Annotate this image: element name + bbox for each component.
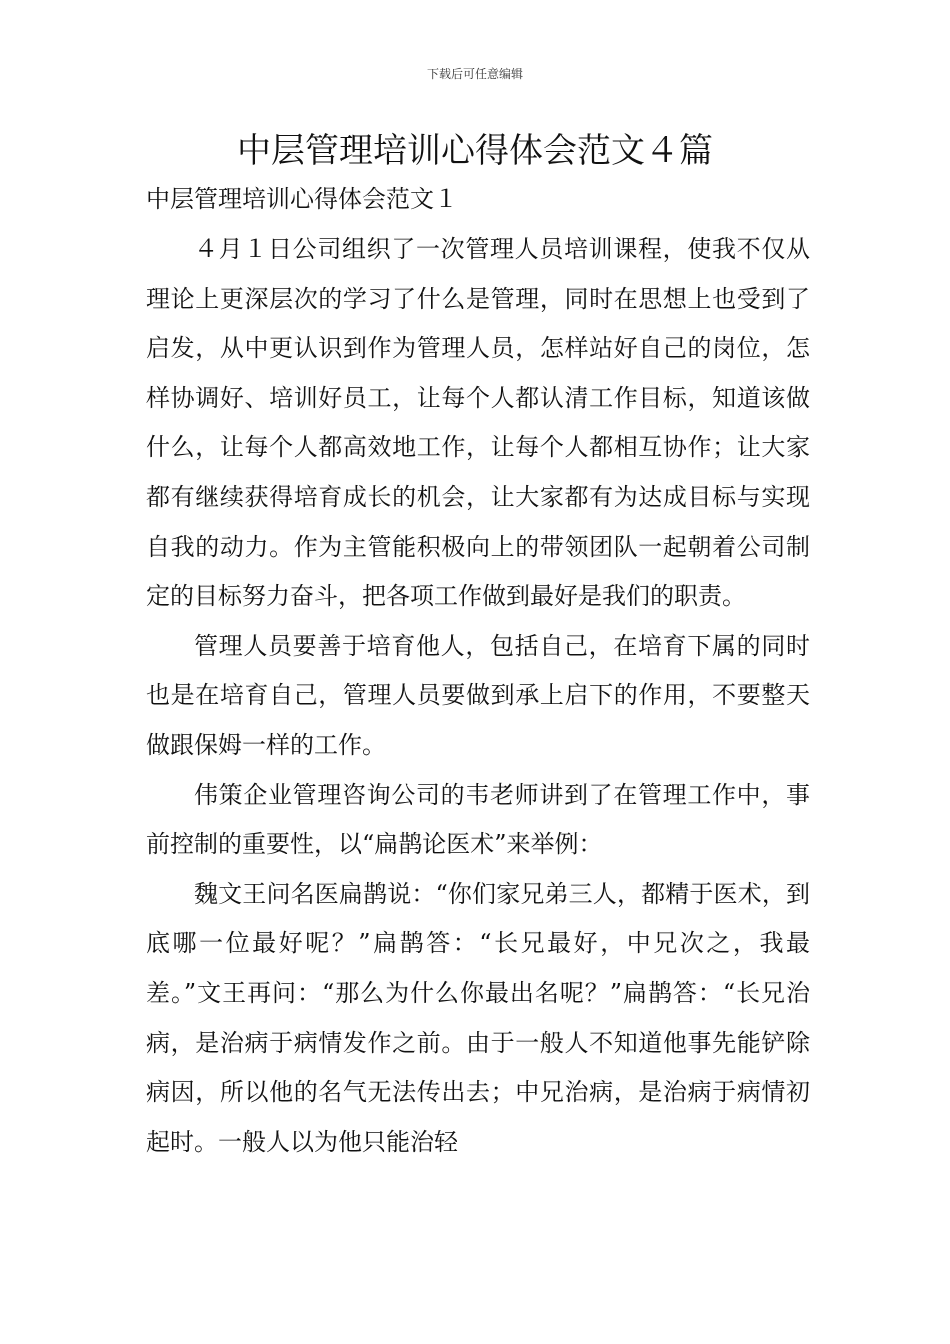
header-note: 下载后可任意编辑 — [426, 67, 523, 81]
paragraph-4: 魏文王问名医扁鹊说：“你们家兄弟三人，都精于医术，到底哪一位最好呢？”扁鹊答：“长兄最好，中兄次之，我最差。”文王再问：“那么为什么你最出名呢？”扁鹊答：“长兄治病，是治病于病情发作之前。由于一般人不知道他事先能铲除病因，所以他的名气无法传出去；中兄治病，是治病于病情初起时。一般人以为他只能治轻 — [146, 879, 810, 1156]
paragraph-2: 管理人员要善于培育他人，包括自己，在培育下属的同时也是在培育自己，管理人员要做到承上启下的作用，不要整天做跟保姆一样的工作。 — [146, 631, 810, 759]
paragraph-1: ４月１日公司组织了一次管理人员培训课程，使我不仅从理论上更深层次的学习了什么是管理，同时在思想上也受到了启发，从中更认识到作为管理人员，怎样站好自己的岗位，怎样协调好、培训好员工，让每个人都认清工作目标，知道该做什么，让每个人都高效地工作，让每个人都相互协作；让大家都有继续获得培育成长的机会，让大家都有为达成目标与实现自我的动力。作为主管能积极向上的带领团队一起朝着公司制定的目标努力奋斗，把各项工作做到最好是我们的职责。 — [146, 235, 810, 611]
document-title: 中层管理培训心得体会范文４篇 — [237, 131, 713, 171]
section-heading: 中层管理培训心得体会范文１ — [146, 185, 458, 213]
paragraph-3: 伟策企业管理咨询公司的韦老师讲到了在管理工作中，事前控制的重要性，以“扁鹊论医术”来举例： — [146, 780, 810, 859]
body-text — [146, 225, 810, 1167]
